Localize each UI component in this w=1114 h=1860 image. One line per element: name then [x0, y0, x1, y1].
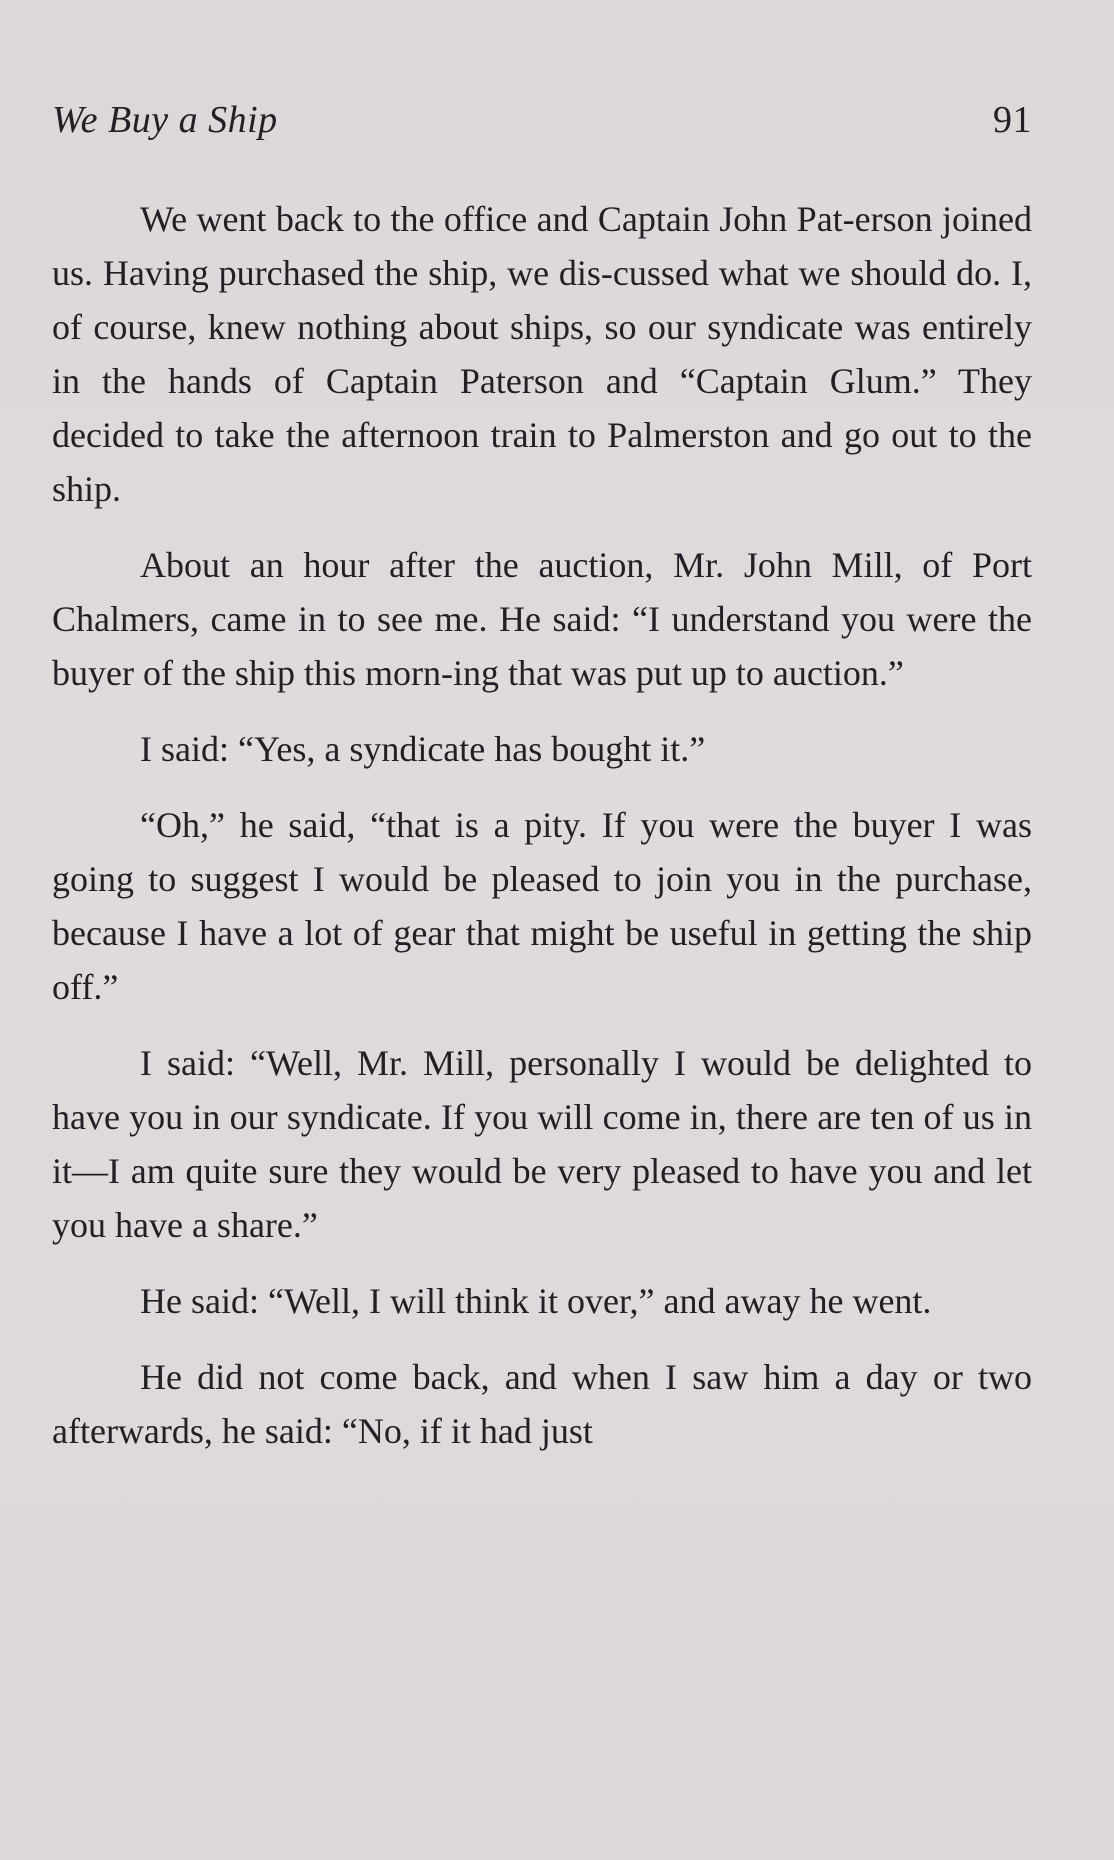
paragraph: I said: “Yes, a syndicate has bought it.” — [140, 729, 706, 769]
page-number: 91 — [993, 99, 1032, 141]
paragraph: “Oh,” he said, “that is a pity. If you were the buyer I was going to suggest I would be pleased to join you in the purchase, because I have a lot of gear that might be useful in getting the ship off.” — [52, 805, 1032, 1007]
paragraph: He did not come back, and when I saw him a day or two afterwards, he said: “No, if it had just — [52, 1357, 1032, 1451]
paragraph: About an hour after the auction, Mr. John Mill, of Port Chalmers, came in to see me. He said: “I understand you were the buyer of the ship this morn-ing that was put up to auction.” — [52, 545, 1032, 693]
paragraph: He said: “Well, I will think it over,” and away he went. — [140, 1281, 932, 1321]
chapter-title: We Buy a Ship — [52, 99, 278, 141]
running-head — [52, 98, 1032, 142]
paragraph: I said: “Well, Mr. Mill, personally I would be delighted to have you in our syndicate. If you will come in, there are ten of us in it—I am quite sure they would be very pleased to have you and let you have a share.” — [52, 1043, 1032, 1245]
body-text — [52, 192, 1032, 1478]
paragraph: We went back to the office and Captain John Pat-erson joined us. Having purchased the ship, we dis-cussed what we should do. I, of course, knew nothing about ships, so our syndicate was entirely in the hands of Captain Paterson and “Captain Glum.” They decided to take the afternoon train to Palmerston and go out to the ship. — [52, 199, 1032, 509]
